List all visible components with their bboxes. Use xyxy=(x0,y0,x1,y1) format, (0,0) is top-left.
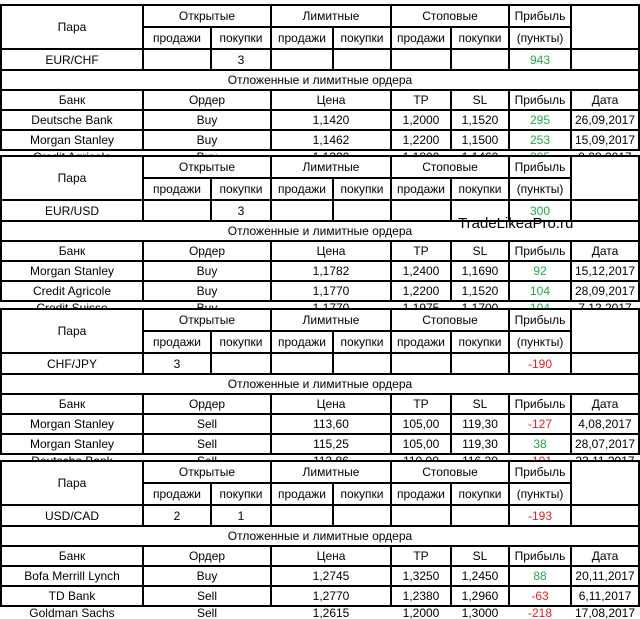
total-profit: -193 xyxy=(510,506,570,525)
pair-header: Пара xyxy=(2,462,142,504)
sell-subheader: продажи xyxy=(392,484,450,504)
empty-cell xyxy=(452,354,508,373)
order-order: Buy xyxy=(144,131,270,149)
sell-subheader: продажи xyxy=(392,179,450,199)
limit-header: Лимитные xyxy=(272,6,390,26)
order-bank: Credit Agricole xyxy=(2,282,142,300)
open-header: Открытые xyxy=(144,6,270,26)
empty-cell xyxy=(572,50,638,69)
sell-subheader: продажи xyxy=(144,28,210,48)
order-bank: Morgan Stanley xyxy=(2,131,142,149)
order-bank: TD Bank xyxy=(2,587,142,605)
price-column-header: Цена xyxy=(272,547,390,565)
order-profit: 295 xyxy=(510,111,570,129)
sell-subheader: продажи xyxy=(272,484,332,504)
order-price: 1,2745 xyxy=(272,567,390,585)
order-order: Sell xyxy=(144,587,270,605)
stop-header: Стоповые xyxy=(392,157,508,177)
pair-name: EUR/USD xyxy=(2,201,142,220)
limit-header: Лимитные xyxy=(272,157,390,177)
order-tp: 1,2000 xyxy=(392,111,450,129)
order-profit: 253 xyxy=(510,131,570,149)
sl-column-header: SL xyxy=(452,547,508,565)
order-tp: 1,2200 xyxy=(392,131,450,149)
buy-subheader: покупки xyxy=(212,28,270,48)
sell-subheader: продажи xyxy=(144,179,210,199)
sl-column-header: SL xyxy=(452,395,508,413)
limit-header: Лимитные xyxy=(272,310,390,330)
order-tp: 105,00 xyxy=(392,415,450,433)
order-bank: Morgan Stanley xyxy=(2,262,142,280)
points-subheader: (пункты) xyxy=(510,484,570,504)
pair-header: Пара xyxy=(2,6,142,48)
empty-cell xyxy=(272,201,332,220)
order-bank: Bofa Merrill Lynch xyxy=(2,567,142,585)
empty-cell xyxy=(572,354,638,373)
sl-column-header: SL xyxy=(452,91,508,109)
bank-column-header: Банк xyxy=(2,91,142,109)
buy-subheader: покупки xyxy=(334,179,390,199)
date-column-header: Дата xyxy=(572,395,638,413)
points-subheader: (пункты) xyxy=(510,332,570,352)
order-tp: 105,00 xyxy=(392,435,450,453)
header-blank xyxy=(572,462,638,504)
order-order: Sell xyxy=(144,607,270,619)
sell-subheader: продажи xyxy=(144,484,210,504)
sell-subheader: продажи xyxy=(144,332,210,352)
order-price: 1,1770 xyxy=(272,282,390,300)
buy-subheader: покупки xyxy=(334,28,390,48)
order-tp: 1,2000 xyxy=(392,607,450,619)
tp-column-header: TP xyxy=(392,547,450,565)
order-profit: -218 xyxy=(510,607,570,619)
order-bank: Morgan Stanley xyxy=(2,415,142,433)
open-sell-count: 2 xyxy=(144,506,210,525)
order-sl: 1,1520 xyxy=(452,282,508,300)
buy-subheader: покупки xyxy=(452,484,508,504)
order-sl: 119,30 xyxy=(452,435,508,453)
order-price: 115,25 xyxy=(272,435,390,453)
profit-header: Прибыль xyxy=(510,462,570,482)
order-tp: 1,2400 xyxy=(392,262,450,280)
open-header: Открытые xyxy=(144,462,270,482)
order-order: Buy xyxy=(144,262,270,280)
empty-cell xyxy=(392,50,450,69)
sell-subheader: продажи xyxy=(272,179,332,199)
header-blank xyxy=(572,6,638,48)
empty-cell xyxy=(452,506,508,525)
empty-cell xyxy=(334,201,390,220)
profit-header: Прибыль xyxy=(510,157,570,177)
profit-header: Прибыль xyxy=(510,310,570,330)
empty-cell xyxy=(334,354,390,373)
tp-column-header: TP xyxy=(392,395,450,413)
buy-subheader: покупки xyxy=(452,179,508,199)
empty-cell xyxy=(272,50,332,69)
pending-orders-title: Отложенные и лимитные ордера xyxy=(2,222,638,240)
pending-orders-title: Отложенные и лимитные ордера xyxy=(2,527,638,545)
order-profit: -63 xyxy=(510,587,570,605)
order-column-header: Ордер xyxy=(144,395,270,413)
pair-name: EUR/CHF xyxy=(2,50,142,69)
order-date: 15,09,2017 xyxy=(572,131,638,149)
pending-orders-title: Отложенные и лимитные ордера xyxy=(2,375,638,393)
open-buy-count xyxy=(212,354,270,373)
order-bank: Deutsche Bank xyxy=(2,111,142,129)
empty-cell xyxy=(272,354,332,373)
empty-cell xyxy=(392,354,450,373)
header-blank xyxy=(572,157,638,199)
order-price: 1,1420 xyxy=(272,111,390,129)
pair-name: CHF/JPY xyxy=(2,354,142,373)
profit-column-header: Прибыль xyxy=(510,242,570,260)
order-sl: 1,2960 xyxy=(452,587,508,605)
buy-subheader: покупки xyxy=(212,484,270,504)
pair-block xyxy=(0,308,640,455)
header-blank xyxy=(572,310,638,352)
order-tp: 1,3250 xyxy=(392,567,450,585)
stop-header: Стоповые xyxy=(392,462,508,482)
price-column-header: Цена xyxy=(272,242,390,260)
buy-subheader: покупки xyxy=(334,332,390,352)
price-column-header: Цена xyxy=(272,395,390,413)
open-buy-count: 1 xyxy=(212,506,270,525)
order-profit: 104 xyxy=(510,282,570,300)
profit-header: Прибыль xyxy=(510,6,570,26)
open-buy-count: 3 xyxy=(212,50,270,69)
order-profit: 92 xyxy=(510,262,570,280)
order-date: 4,08,2017 xyxy=(572,415,638,433)
order-order: Buy xyxy=(144,567,270,585)
order-tp: 1,2380 xyxy=(392,587,450,605)
order-sl: 1,1500 xyxy=(452,131,508,149)
empty-cell xyxy=(392,201,450,220)
tp-column-header: TP xyxy=(392,91,450,109)
total-profit: 943 xyxy=(510,50,570,69)
order-column-header: Ордер xyxy=(144,91,270,109)
order-price: 1,1462 xyxy=(272,131,390,149)
buy-subheader: покупки xyxy=(452,28,508,48)
buy-subheader: покупки xyxy=(212,332,270,352)
watermark: TradeLikeaPro.ru xyxy=(458,215,574,232)
order-price: 113,60 xyxy=(272,415,390,433)
order-column-header: Ордер xyxy=(144,547,270,565)
open-sell-count: 3 xyxy=(144,354,210,373)
empty-cell xyxy=(452,50,508,69)
open-sell-count xyxy=(144,50,210,69)
sell-subheader: продажи xyxy=(272,332,332,352)
profit-column-header: Прибыль xyxy=(510,547,570,565)
order-bank: Morgan Stanley xyxy=(2,435,142,453)
order-price: 1,2615 xyxy=(272,607,390,619)
empty-cell xyxy=(334,50,390,69)
order-profit: 88 xyxy=(510,567,570,585)
bank-column-header: Банк xyxy=(2,547,142,565)
open-header: Открытые xyxy=(144,310,270,330)
empty-cell xyxy=(272,506,332,525)
sell-subheader: продажи xyxy=(272,28,332,48)
order-sl: 1,2450 xyxy=(452,567,508,585)
order-order: Buy xyxy=(144,282,270,300)
pair-block xyxy=(0,4,640,151)
sell-subheader: продажи xyxy=(392,332,450,352)
date-column-header: Дата xyxy=(572,547,638,565)
order-price: 1,2770 xyxy=(272,587,390,605)
profit-column-header: Прибыль xyxy=(510,395,570,413)
points-subheader: (пункты) xyxy=(510,179,570,199)
bank-column-header: Банк xyxy=(2,242,142,260)
open-sell-count xyxy=(144,201,210,220)
order-date: 6,11,2017 xyxy=(572,587,638,605)
empty-cell xyxy=(392,506,450,525)
pair-block xyxy=(0,460,640,619)
empty-cell xyxy=(334,506,390,525)
open-header: Открытые xyxy=(144,157,270,177)
order-date: 15,12,2017 xyxy=(572,262,638,280)
stop-header: Стоповые xyxy=(392,310,508,330)
buy-subheader: покупки xyxy=(212,179,270,199)
order-order: Sell xyxy=(144,415,270,433)
sell-subheader: продажи xyxy=(392,28,450,48)
order-date: 26,09,2017 xyxy=(572,111,638,129)
order-sl: 119,30 xyxy=(452,415,508,433)
date-column-header: Дата xyxy=(572,91,638,109)
order-date: 28,09,2017 xyxy=(572,282,638,300)
order-order: Sell xyxy=(144,435,270,453)
open-buy-count: 3 xyxy=(212,201,270,220)
total-profit: 300 xyxy=(510,201,570,220)
pair-header: Пара xyxy=(2,310,142,352)
order-order: Buy xyxy=(144,111,270,129)
price-column-header: Цена xyxy=(272,91,390,109)
order-price: 1,1782 xyxy=(272,262,390,280)
order-profit: -127 xyxy=(510,415,570,433)
pair-name: USD/CAD xyxy=(2,506,142,525)
stop-header: Стоповые xyxy=(392,6,508,26)
order-date: 20,11,2017 xyxy=(572,567,638,585)
tp-column-header: TP xyxy=(392,242,450,260)
order-date: 17,08,2017 xyxy=(572,607,638,619)
order-tp: 1,2200 xyxy=(392,282,450,300)
bank-column-header: Банк xyxy=(2,395,142,413)
pending-orders-title: Отложенные и лимитные ордера xyxy=(2,71,638,89)
order-column-header: Ордер xyxy=(144,242,270,260)
sl-column-header: SL xyxy=(452,242,508,260)
date-column-header: Дата xyxy=(572,242,638,260)
order-profit: 38 xyxy=(510,435,570,453)
pair-header: Пара xyxy=(2,157,142,199)
order-sl: 1,1690 xyxy=(452,262,508,280)
points-subheader: (пункты) xyxy=(510,28,570,48)
order-sl: 1,3000 xyxy=(452,607,508,619)
buy-subheader: покупки xyxy=(452,332,508,352)
order-date: 28,07,2017 xyxy=(572,435,638,453)
order-sl: 1,1520 xyxy=(452,111,508,129)
empty-cell xyxy=(572,201,638,220)
profit-column-header: Прибыль xyxy=(510,91,570,109)
limit-header: Лимитные xyxy=(272,462,390,482)
empty-cell xyxy=(572,506,638,525)
total-profit: -190 xyxy=(510,354,570,373)
buy-subheader: покупки xyxy=(334,484,390,504)
order-bank: Goldman Sachs xyxy=(2,607,142,619)
